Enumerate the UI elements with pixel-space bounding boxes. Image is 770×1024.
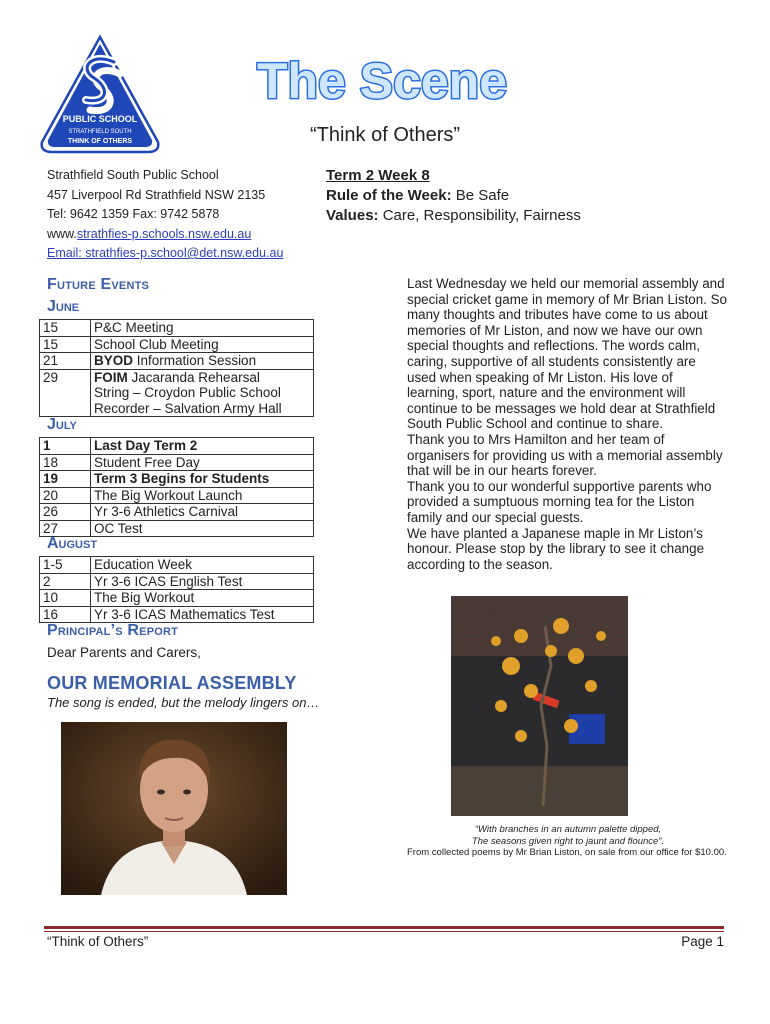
- event-date: 27: [40, 520, 91, 537]
- school-name: Strathfield South Public School: [47, 168, 219, 182]
- event-name: Student Free Day: [91, 454, 314, 471]
- term-title: Term 2 Week 8: [326, 167, 430, 184]
- rule-value: Be Safe: [451, 187, 510, 204]
- logo-text-line2: STRATHFIELD SOUTH: [68, 129, 132, 135]
- poem-credit: From collected poems by Mr Brian Liston, on sale from our office for $10.00.: [407, 847, 727, 858]
- event-date: 1-5: [40, 557, 91, 574]
- event-name-rest: Information Session: [133, 353, 257, 368]
- poem-caption: [407, 824, 729, 859]
- event-detail: Recorder – Salvation Army Hall: [94, 400, 282, 416]
- event-date: 15: [40, 336, 91, 353]
- event-date: 10: [40, 590, 91, 607]
- article-paragraph: Thank you to Mrs Hamilton and her team of organisers for providing us with a memorial assembly that will be in our hearts forever.: [407, 431, 723, 479]
- school-phone: Tel: 9642 1359 Fax: 9742 5878: [47, 207, 220, 221]
- rule-of-week: [326, 186, 581, 206]
- term-info: [326, 166, 581, 226]
- article-paragraph: Thank you to our wonderful supportive parents who provided a sumptuous morning tea for the Liston family and our special guests.: [407, 478, 712, 525]
- event-name: Education Week: [91, 557, 314, 574]
- event-name: Yr 3-6 ICAS English Test: [91, 573, 314, 590]
- table-row: [40, 454, 314, 471]
- event-name: [91, 369, 314, 417]
- event-name-rest: Jacaranda Rehearsal: [127, 369, 260, 385]
- event-name: Yr 3-6 Athletics Carnival: [91, 504, 314, 521]
- event-date: 16: [40, 606, 91, 623]
- email-link[interactable]: Email: strathfies-p.school@det.nsw.edu.au: [47, 246, 284, 260]
- title-text: The Scene: [256, 53, 508, 109]
- event-date: 2: [40, 573, 91, 590]
- event-date: 21: [40, 353, 91, 370]
- poem-line: “With branches in an autumn palette dipped,: [474, 824, 662, 835]
- table-row: [40, 606, 314, 623]
- event-name: Term 3 Begins for Students: [91, 471, 314, 488]
- table-row: [40, 504, 314, 521]
- footer-motto: “Think of Others”: [47, 934, 149, 949]
- table-row: [40, 590, 314, 607]
- event-name-bold: FOIM: [94, 369, 128, 385]
- web-prefix: www.: [47, 226, 77, 241]
- values-label: Values:: [326, 207, 379, 224]
- table-row: [40, 336, 314, 353]
- poem-line: The seasons given right to jaunt and flounce”.: [471, 835, 665, 847]
- table-row: [40, 573, 314, 590]
- newsletter-title: [222, 52, 542, 112]
- website-line: [47, 225, 283, 245]
- event-name: The Big Workout: [91, 590, 314, 607]
- logo-text-line1: PUBLIC SCHOOL: [62, 114, 138, 124]
- principal-greeting: Dear Parents and Carers,: [47, 645, 201, 660]
- event-name: The Big Workout Launch: [91, 487, 314, 504]
- event-name: P&C Meeting: [91, 320, 314, 337]
- portrait-photo: [61, 722, 287, 895]
- july-events-table: [39, 437, 314, 537]
- memorial-heading: OUR MEMORIAL ASSEMBLY: [47, 673, 297, 693]
- month-july: July: [47, 416, 77, 433]
- rule-label: Rule of the Week:: [326, 187, 452, 204]
- event-date: 15: [40, 320, 91, 337]
- school-address: 457 Liverpool Rd Strathfield NSW 2135: [47, 187, 266, 202]
- event-name-bold: BYOD: [94, 353, 134, 368]
- values-line: [326, 206, 581, 226]
- table-row: [40, 369, 314, 417]
- footer-divider: [44, 926, 724, 933]
- logo-text-line3: THINK OF OTHERS: [67, 138, 133, 145]
- event-date: 18: [40, 454, 91, 471]
- event-date: 1: [40, 438, 91, 455]
- table-row: [40, 557, 314, 574]
- month-august: August: [47, 535, 98, 552]
- event-date: 26: [40, 504, 91, 521]
- event-date: 29: [40, 369, 91, 417]
- event-date: 20: [40, 487, 91, 504]
- event-detail: String – Croydon Public School: [94, 385, 281, 400]
- table-row: [40, 320, 314, 337]
- table-row: [40, 438, 314, 455]
- principal-report-heading: Principal’s Report: [47, 622, 179, 639]
- japanese-maple-photo: [451, 596, 628, 816]
- june-events-table: [39, 319, 314, 417]
- values-value: Care, Responsibility, Fairness: [378, 207, 581, 224]
- event-name: [91, 353, 314, 370]
- table-row: [40, 471, 314, 488]
- event-name: OC Test: [91, 520, 314, 537]
- month-june: June: [47, 298, 80, 315]
- article-paragraph: We have planted a Japanese maple in Mr Liston’s honour. Please stop by the library to see it change according to the season.: [407, 525, 705, 572]
- table-row: [40, 353, 314, 370]
- memorial-article: [407, 276, 727, 572]
- august-events-table: [39, 556, 314, 623]
- page-number: Page 1: [681, 934, 724, 949]
- memorial-subheading: The song is ended, but the melody lingers on…: [47, 695, 320, 710]
- future-events-heading: Future Events: [47, 276, 150, 293]
- contact-block: [47, 166, 283, 264]
- table-row: [40, 487, 314, 504]
- event-name: Last Day Term 2: [91, 438, 314, 455]
- article-paragraph: Last Wednesday we held our memorial assembly and special cricket game in memory of Mr Brian Liston. So many thoughts and tributes have come to us about memories of Mr Liston, and now we have our own special thoughts and reflections. The words calm, caring, supportive of all students consistently are used when speaking of Mr Liston. His love of learning, sport, nature and the environment will continue to be messages we hold dear at Strathfield South Public School and continue to share.: [407, 276, 728, 432]
- event-date: 19: [40, 471, 91, 488]
- school-motto: “Think of Others”: [309, 124, 461, 146]
- website-link[interactable]: strathfies-p.schools.nsw.edu.au: [76, 226, 252, 241]
- event-name: Yr 3-6 ICAS Mathematics Test: [91, 606, 314, 623]
- event-name: School Club Meeting: [91, 336, 314, 353]
